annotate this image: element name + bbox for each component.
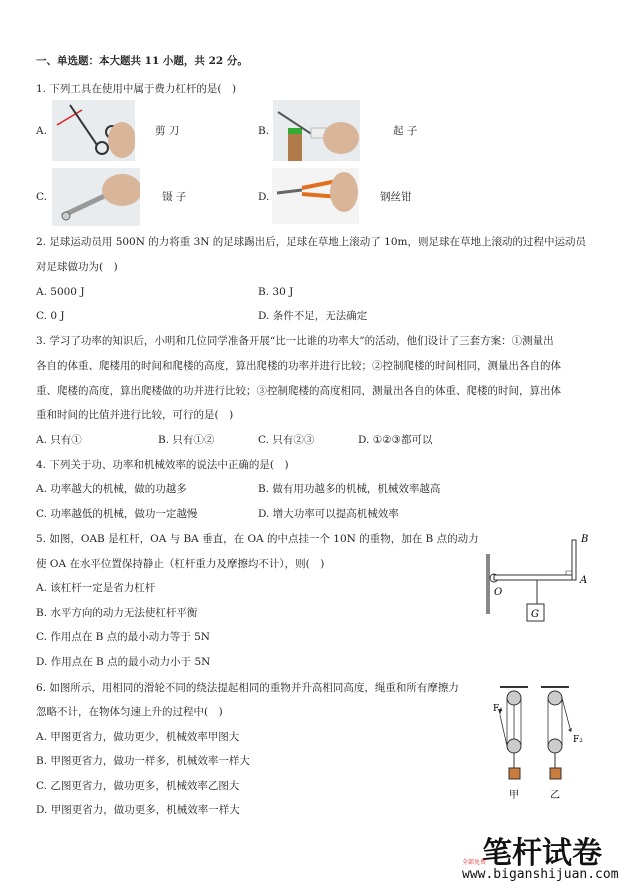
q2-stem-line1: 2. 足球运动员用 500N 的力将重 3N 的足球踢出后，足球在草地上滚动了 10m，则足球在草地上滚动的过程中运动员 bbox=[36, 236, 586, 248]
lever-diagram bbox=[480, 528, 610, 628]
q1-option-a-key: A. bbox=[36, 125, 47, 137]
q2-option-b: B. 30 J bbox=[258, 286, 294, 298]
scissors-photo bbox=[52, 100, 135, 161]
q1-option-d-key: D. bbox=[258, 191, 270, 203]
tweezers-photo bbox=[52, 168, 140, 226]
watermark-small: 全部免费 bbox=[462, 859, 487, 866]
q5-option-d: D. 作用点在 B 点的最小动力小于 5N bbox=[36, 656, 211, 668]
q5-stem-line1: 5. 如图，OAB 是杠杆，OA 与 BA 垂直，在 OA 的中点挂一个 10N 的重物，加在 B 点的动力 bbox=[36, 533, 479, 545]
label-o: O bbox=[494, 587, 503, 598]
q3-stem-line2: 各自的体重、爬楼用的时间和爬楼的高度，算出爬楼的功率并进行比较；②控制爬楼的时间相同，测量出各自的体 bbox=[36, 360, 561, 372]
q5-stem-line2: 使 OA 在水平位置保持静止（杠杆重力及摩擦均不计），则( ) bbox=[36, 558, 325, 570]
q3-option-d: D. ①②③都可以 bbox=[358, 434, 433, 446]
q3-stem-line4: 重和时间的比值并进行比较，可行的是( ) bbox=[36, 409, 234, 421]
q4-option-a: A. 功率越大的机械，做的功越多 bbox=[36, 483, 187, 495]
q4-stem: 4. 下列关于功、功率和机械效率的说法中正确的是( ) bbox=[36, 459, 289, 471]
label-jia: 甲 bbox=[509, 790, 519, 801]
q1-option-b-key: B. bbox=[258, 125, 270, 137]
q5-option-a: A. 该杠杆一定是省力杠杆 bbox=[36, 582, 156, 594]
pulley-diagram bbox=[485, 680, 615, 810]
q2-stem-line2: 对足球做功为( ) bbox=[36, 261, 118, 273]
pliers-photo bbox=[272, 168, 359, 224]
q1-option-c-text: 镊 子 bbox=[162, 191, 187, 203]
label-a: A bbox=[580, 575, 588, 586]
section-title: 一、单选题：本大题共 11 小题，共 22 分。 bbox=[36, 55, 248, 67]
q3-option-b: B. 只有①② bbox=[158, 434, 215, 446]
label-f2: F₂ bbox=[573, 735, 583, 745]
q6-option-a: A. 甲图更省力，做功更少，机械效率甲图大 bbox=[36, 731, 240, 743]
q5-option-b: B. 水平方向的动力无法使杠杆平衡 bbox=[36, 607, 198, 619]
q1-option-a-text: 剪 刀 bbox=[155, 125, 180, 137]
q4-option-c: C. 功率越低的机械，做功一定越慢 bbox=[36, 508, 198, 520]
bottle-opener-photo bbox=[273, 100, 360, 161]
q6-option-c: C. 乙图更省力，做功更多，机械效率乙图大 bbox=[36, 780, 240, 792]
watermark-url: www.biganshijuan.com bbox=[462, 867, 619, 882]
q1-option-b-text: 起 子 bbox=[393, 125, 418, 137]
label-yi: 乙 bbox=[550, 790, 560, 801]
q4-option-b: B. 做有用功越多的机械，机械效率越高 bbox=[258, 483, 441, 495]
q2-option-c: C. 0 J bbox=[36, 310, 65, 322]
q3-option-a: A. 只有① bbox=[36, 434, 82, 446]
watermark-title: 笔杆试卷 bbox=[482, 836, 602, 871]
q3-stem-line3: 重、爬楼的高度，算出爬楼做的功并进行比较；③控制爬楼的高度相同，测量出各自的体重、爬楼的时间，算出体 bbox=[36, 385, 561, 397]
q1-option-c-key: C. bbox=[36, 191, 47, 203]
label-g: G bbox=[531, 609, 539, 620]
q6-option-d: D. 甲图更省力，做功更多，机械效率一样大 bbox=[36, 804, 240, 816]
q6-stem-line2: 忽略不计，在物体匀速上升的过程中( ) bbox=[36, 706, 223, 718]
label-b: B bbox=[581, 534, 589, 545]
q2-option-a: A. 5000 J bbox=[36, 286, 85, 298]
q6-option-b: B. 甲图更省力，做功一样多，机械效率一样大 bbox=[36, 755, 250, 767]
q1-option-d-text: 钢丝钳 bbox=[380, 191, 412, 203]
q1-stem: 1. 下列工具在使用中属于费力杠杆的是( ) bbox=[36, 83, 237, 95]
q4-option-d: D. 增大功率可以提高机械效率 bbox=[258, 508, 399, 520]
q5-option-c: C. 作用点在 B 点的最小动力等于 5N bbox=[36, 631, 210, 643]
q2-option-d: D. 条件不足，无法确定 bbox=[258, 310, 368, 322]
q3-stem-line1: 3. 学习了功率的知识后，小明和几位同学准备开展“比一比谁的功率大”的活动，他们设计了三套方案：①测量出 bbox=[36, 335, 554, 347]
label-f1: F₁ bbox=[493, 704, 503, 714]
q6-stem-line1: 6. 如图所示，用相同的滑轮不同的绕法提起相同的重物并升高相同高度，绳重和所有摩擦力 bbox=[36, 682, 459, 694]
q3-option-c: C. 只有②③ bbox=[258, 434, 315, 446]
